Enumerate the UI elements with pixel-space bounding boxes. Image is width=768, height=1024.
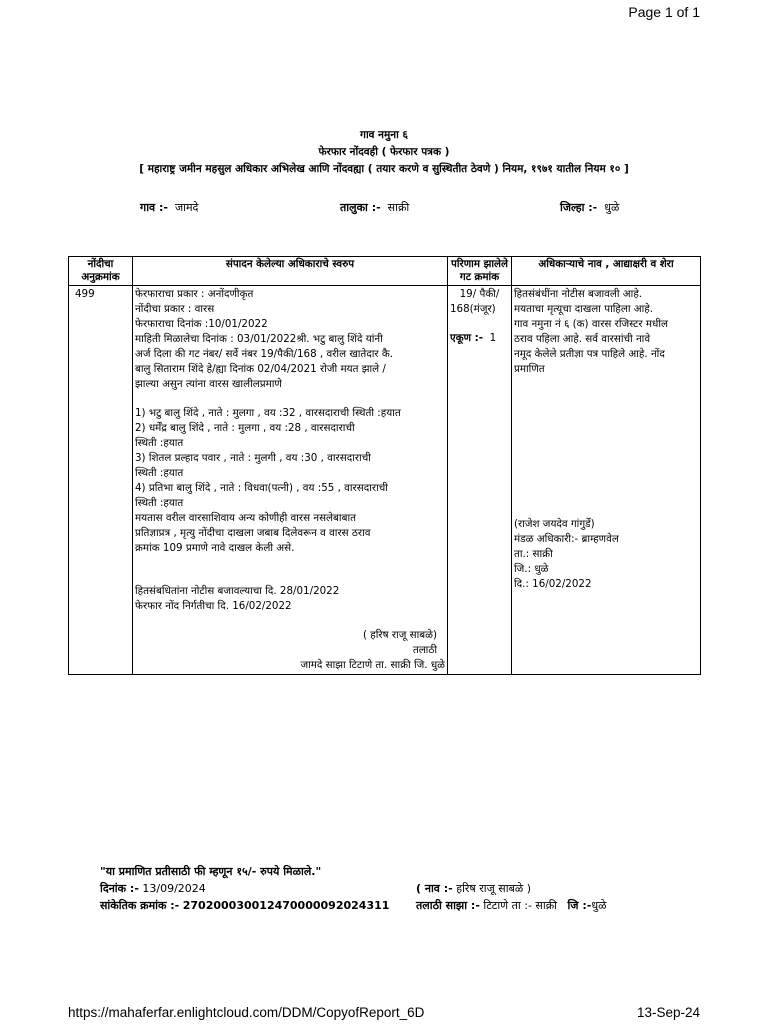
spacer bbox=[135, 556, 445, 584]
talathi-name: ( हरिष राजू साबळे) bbox=[362, 629, 437, 641]
spacer bbox=[135, 614, 445, 628]
page-number: Page 1 of 1 bbox=[628, 4, 700, 20]
talathi-designation: तलाठी bbox=[412, 644, 437, 656]
mutation-register-table bbox=[68, 256, 701, 675]
village-label: गाव :- bbox=[140, 201, 168, 214]
remark-line: गाव नमुना नं ६ (क) वारस रजिस्टर मधील bbox=[514, 318, 668, 330]
rights-line: बालु सिताराम शिंदे हे/ह्या दिनांक 02/04/2021 रोजी मयत झाले / bbox=[135, 363, 386, 375]
district-label: जिल्हा :- bbox=[560, 201, 598, 214]
heir-line: स्थिती :हयात bbox=[135, 437, 184, 449]
rights-cell bbox=[133, 286, 448, 675]
print-date: 13-Sep-24 bbox=[636, 1005, 700, 1020]
heir-line: 1) भटु बालु शिंदे , नाते : मुलगा , वय :32 , वारसदाराची स्थिती :हयात bbox=[135, 407, 401, 419]
heir-line: 2) धर्मेंद्र बालु शिंदे , नाते : मुलगा , वय :28 , वारसदाराची bbox=[135, 422, 355, 434]
total-value: 1 bbox=[489, 332, 497, 344]
issue-date-value: 13/09/2024 bbox=[142, 882, 206, 895]
remark-line: ठराव पहिला आहे. सर्व वारसांची नावे bbox=[514, 333, 651, 345]
heir-line: 3) शितल प्रल्हाद पवार , नाते : मुलगी , वय :30 , वारसदाराची bbox=[135, 452, 371, 464]
header-officer: अधिकाऱ्याचे नाव , आद्याक्षरी व शेरा bbox=[512, 257, 701, 286]
table-row bbox=[69, 286, 701, 675]
heir-line: प्रतिज्ञाप्रत्र , मृत्यु नोंदीचा दाखला जबाब दिलेवरून व वारस ठराव bbox=[135, 527, 371, 539]
issue-date-label: दिनांक :- bbox=[100, 882, 139, 895]
taluka-value: साक्री bbox=[387, 201, 410, 214]
header-rights: संपादन केलेल्या अधिकाराचे स्वरुप bbox=[133, 257, 448, 286]
talathi-saja-value: टिटाणे ता :- साक्री bbox=[483, 899, 557, 912]
officer-sign-line: (राजेश जयदेव गांगुर्डे) bbox=[514, 518, 595, 530]
survey-cell bbox=[448, 286, 512, 675]
form-subtitle: फेरफार नोंदवही ( फेरफार पत्रक ) bbox=[318, 146, 450, 158]
village-value: जामदे bbox=[174, 201, 199, 214]
taluka-label: तालुका :- bbox=[340, 201, 381, 214]
remark-line: हितसंबंधींना नोटीस बजावली आहे. bbox=[514, 288, 643, 300]
heir-line: स्थिती :हयात bbox=[135, 467, 184, 479]
rights-line: नोंदीचा प्रकार : वारस bbox=[135, 303, 215, 315]
survey-status: 168(मंजूर) bbox=[450, 303, 496, 315]
issuer-name-field bbox=[416, 881, 531, 896]
source-url: https://mahaferfar.enlightcloud.com/DDM/CopyofReport_6D bbox=[68, 1005, 425, 1020]
form-title: गाव नमुना ६ bbox=[360, 129, 408, 141]
village-field bbox=[140, 200, 198, 215]
taluka-field bbox=[340, 200, 409, 215]
fee-statement: "या प्रमाणित प्रतीसाठी फी म्हणून १५/- रुपये मिळाले." bbox=[100, 865, 322, 878]
code-label: सांकेतिक क्रमांक :- bbox=[100, 899, 180, 912]
talathi-saja-label: तलाठी साझा :- bbox=[416, 899, 480, 912]
rights-line: झाल्या असुन त्यांना वारस खालीलप्रमाणे bbox=[135, 378, 282, 390]
notice-date-line: हितसंबधितांना नोटीस बजावल्याचा दि. 28/01/2022 bbox=[135, 585, 340, 597]
rights-line: फेरफाराचा दिनांक :10/01/2022 bbox=[135, 318, 268, 330]
table-header-row bbox=[69, 257, 701, 286]
remark-line: मयताचा मृत्यूचा दाखला पाहिला आहे. bbox=[514, 303, 654, 315]
heir-line: 4) प्रतिभा बालु शिंदे , नाते : विधवा(पत्नी) , वय :55 , वारसदाराची bbox=[135, 482, 388, 494]
district-value: धुळे bbox=[604, 201, 620, 214]
rights-line: अर्ज दिला की गट नंबर/ सर्वे नंबर 19/पैकी/168 , वरील खातेदार कै. bbox=[135, 348, 394, 360]
officer-sign-line: दि.: 16/02/2022 bbox=[514, 578, 592, 590]
rights-line: फेरफाराचा प्रकार : अनोंदणीकृत bbox=[135, 288, 254, 300]
talathi-saja-field bbox=[416, 898, 606, 913]
disposal-date-line: फेरफार नोंद निर्गतीचा दि. 16/02/2022 bbox=[135, 600, 292, 612]
form-rule-reference: [ महाराष्ट्र जमीन महसुल अधिकार अभिलेख आणि नोंदवह्या ( तयार करणे व सुस्थितीत ठेवणे ) नियम, १९७१ यातील नियम १० ] bbox=[139, 163, 629, 175]
total-row bbox=[450, 331, 509, 346]
total-label: एकूण :- bbox=[450, 332, 484, 344]
heir-line: क्रमांक 109 प्रमाणे नावे दाखल केली असे. bbox=[135, 542, 295, 554]
remark-line: नमूद केलेले प्रतीज्ञा पत्र पाहिले आहे. नोंद bbox=[514, 348, 665, 360]
heir-line: स्थिती :हयात bbox=[135, 497, 184, 509]
code-value: 270200030012470000092024311 bbox=[182, 899, 390, 912]
entry-number: 499 bbox=[69, 286, 133, 675]
rights-line: माहिती मिळालेचा दिनांक : 03/01/2022श्री. भटु बालु शिंदे यांनी bbox=[135, 333, 383, 345]
officer-sign-line: ता.: साक्री bbox=[514, 548, 553, 560]
footer-district-value: धुळे bbox=[591, 899, 607, 912]
remark-line: प्रमाणित bbox=[514, 363, 545, 375]
spacer bbox=[135, 392, 445, 406]
survey-number: 19/ पैकी/ bbox=[459, 288, 500, 300]
officer-cell bbox=[512, 286, 701, 675]
code-field bbox=[100, 898, 389, 913]
officer-sign-line: मंडळ अधिकारी:- ब्राम्हणवेल bbox=[514, 533, 619, 545]
talathi-saja: जामदे साझा टिटाणे ता. साक्री जि. धुळे bbox=[300, 659, 445, 671]
footer-district-label: जि :- bbox=[567, 899, 592, 912]
officer-sign-line: जि.: धुळे bbox=[514, 563, 549, 575]
spacer bbox=[514, 377, 698, 517]
header-entry-no: नोंदीचा अनुक्रमांक bbox=[69, 257, 133, 286]
issuer-name-value: हरिष राजू साबळे ) bbox=[456, 882, 531, 895]
header-survey-no: परिणाम झालेले गट क्रमांक bbox=[448, 257, 512, 286]
heir-line: मयतास वरील वारसाशिवाय अन्य कोणीही वारस नसलेबाबात bbox=[135, 512, 356, 524]
issue-date-field bbox=[100, 881, 206, 896]
issuer-name-label: ( नाव :- bbox=[416, 882, 453, 895]
district-field bbox=[560, 200, 619, 215]
spacer bbox=[450, 317, 509, 331]
